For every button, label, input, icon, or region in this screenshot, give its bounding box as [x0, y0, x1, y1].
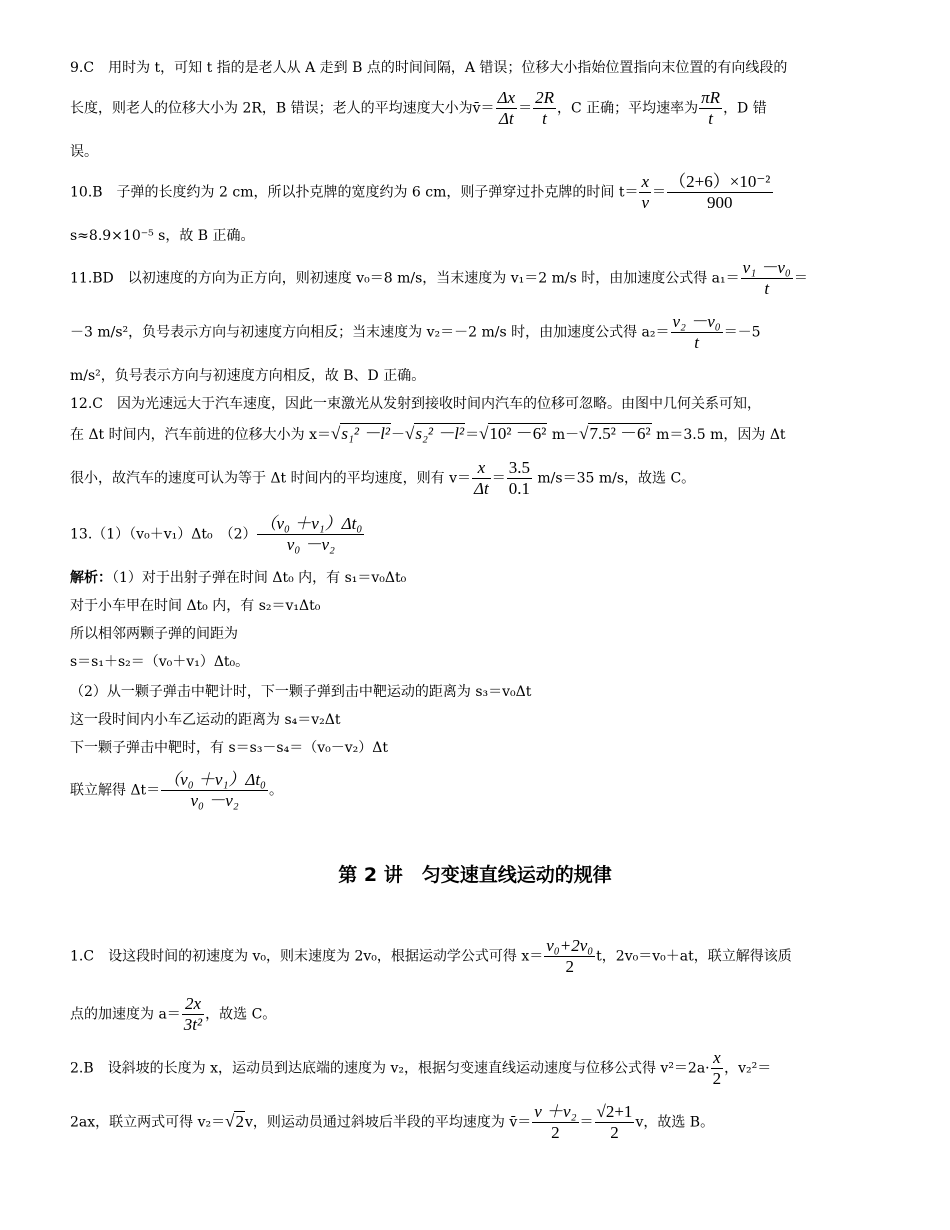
q12-line2: 在 Δt 时间内，汽车前进的位移大小为 x＝√s₁² －l²－√s₂² －l²＝√10² －6² m－√7.5² －6² m＝3.5 m，因为 Δt — [70, 424, 786, 443]
q11-line1: 11.BD 以初速度的方向为正方向，则初速度 v₀＝8 m/s，当末速度为 v₁＝2 m/s 时，由加速度公式得 a₁＝ $\frac{\text{v₁ －v₀}}{t}$ ＝ — [70, 258, 808, 298]
fraction: $\frac{\Delta x}{\Delta t}$ — [497, 88, 516, 128]
q11-line2: －3 m/s²，负号表示方向与初速度方向相反；当末速度为 v₂＝－2 m/s 时，由加速度公式得 a₂＝ $\frac{\text{v₂ －v₀}}{t}$ ＝－5 — [70, 312, 761, 352]
fraction: $\frac{2x}{\text{3t²}}$ — [183, 994, 203, 1034]
p2-line1: 2.B 设斜坡的长度为 x，运动员到达底端的速度为 v₂，根据匀变速直线运动速度与位移公式得 v²＝2a· $\frac{x}{2}$ ，v₂²＝ — [70, 1048, 772, 1088]
q13-step2: 对于小车甲在时间 Δt₀ 内，有 s₂＝v₁Δt₀ — [70, 598, 321, 614]
q12-line3: 很小，故汽车的速度可认为等于 Δt 时间内的平均速度，则有 v＝ $\frac{x}{\Delta t}$ ＝ $\frac{3.5}{0.1}$ m/s＝35 m/s，故选 C。 — [70, 458, 696, 498]
q13-step6: 这一段时间内小车乙运动的距离为 s₄＝v₂Δt — [70, 712, 341, 728]
fraction: $\frac{\text{v₂ －v₀}}{t}$ — [672, 312, 721, 352]
q9-line2: 长度，则老人的位移大小为 2R，B 错误；老人的平均速度大小为v̄＝ $\frac{\Delta x}{\Delta t}$ ＝ $\frac{2R}{t}$ ，C 正确；平均速率为 $\frac{\pi R}{t}$ ，D 错 — [70, 88, 767, 128]
fraction: $\frac{x}{2}$ — [712, 1048, 722, 1088]
fraction: $\frac{3.5}{0.1}$ — [508, 458, 530, 498]
p1-line2: 点的加速度为 a＝ $\frac{2x}{\text{3t²}}$ ，故选 C。 — [70, 994, 277, 1034]
p1-line1: 1.C 设这段时间的初速度为 v₀，则末速度为 2v₀，根据运动学公式可得 x＝ $\frac{\text{v₀+2v₀}}{2}$ t，2v₀＝v₀＋at，联立解得该质 — [70, 936, 792, 976]
fraction: $\frac{\text{（v₀ ＋v₁）Δt₀}}{\text{v₀ －v₂}}$ — [163, 770, 266, 810]
q9-line1: 9.C 用时为 t，可知 t 指的是老人从 A 走到 B 点的时间间隔，A 错误；位移大小指始位置指向末位置的有向线段的 — [70, 60, 788, 76]
fraction: $\frac{\text{v ＋v₂}}{2}$ — [534, 1102, 577, 1142]
q13-step8: 联立解得 Δt＝ $\frac{\text{（v₀ ＋v₁）Δt₀}}{\text{v₀ －v₂}}$ 。 — [70, 770, 283, 810]
fraction: $\frac{\text{v₁ －v₀}}{t}$ — [742, 258, 791, 298]
fraction: $\frac{\text{v₀+2v₀}}{2}$ — [546, 936, 594, 976]
fraction: $\frac{√2+1}{2}$ — [596, 1102, 633, 1142]
q13-step7: 下一颗子弹击中靶时，有 s＝s₃－s₄＝（v₀－v₂）Δt — [70, 740, 389, 756]
sqrt-sign: √ — [579, 424, 589, 443]
q12-line1: 12.C 因为光速远大于汽车速度，因此一束激光从发射到接收时间内汽车的位移可忽略。由图中几何关系可知， — [70, 396, 761, 412]
q9-line3: 误。 — [70, 144, 98, 160]
q10-line2: s≈8.9×10⁻⁵ s，故 B 正确。 — [70, 228, 255, 244]
q13-step1: 解析：（1）对于出射子弹在时间 Δt₀ 内，有 s₁＝v₀Δt₀ — [70, 570, 407, 586]
q10-line1: 10.B 子弹的长度约为 2 cm，所以扑克牌的宽度约为 6 cm，则子弹穿过扑克牌的时间 t＝ $\frac{x}{v}$ ＝ $\frac{\text{（2+6）×10⁻²}}{900}$ — [70, 172, 774, 213]
sqrt-sign: √ — [405, 424, 415, 443]
fraction: $\frac{x}{\Delta t}$ — [474, 458, 489, 498]
fraction: $\frac{\text{（v₀ ＋v₁）Δt₀}}{\text{v₀ －v₂}}$ — [259, 514, 363, 554]
p2-line2: 2ax，联立两式可得 v₂＝√2v，则运动员通过斜坡后半段的平均速度为 v̄＝ $\frac{\text{v ＋v₂}}{2}$ ＝ $\frac{√2+1}{2}$ v，故选 B。 — [70, 1102, 715, 1142]
fraction: $\frac{x}{v}$ — [641, 172, 650, 212]
fraction: $\frac{\text{（2+6）×10⁻²}}{900}$ — [667, 172, 773, 213]
sqrt-sign: √ — [479, 424, 489, 443]
q11-line3: m/s²，负号表示方向与初速度方向相反，故 B、D 正确。 — [70, 368, 426, 384]
q13-step4: s＝s₁＋s₂＝（v₀＋v₁）Δt₀。 — [70, 654, 250, 670]
q13-answer: 13.（1）（v₀＋v₁）Δt₀ （2） $\frac{\text{（v₀ ＋v₁）Δt₀}}{\text{v₀ －v₂}}$ — [70, 514, 363, 554]
fraction: $\frac{2R}{t}$ — [535, 88, 554, 128]
fraction: $\frac{\pi R}{t}$ — [701, 88, 721, 128]
q13-step5: （2）从一颗子弹击中靶计时，下一颗子弹到击中靶运动的距离为 s₃＝v₀Δt — [70, 684, 532, 700]
sqrt-sign: √ — [225, 1111, 235, 1131]
section-title: 第 2 讲 匀变速直线运动的规律 — [338, 864, 612, 886]
q13-step3: 所以相邻两颗子弹的间距为 — [70, 626, 238, 642]
sqrt-sign: √ — [330, 424, 341, 443]
